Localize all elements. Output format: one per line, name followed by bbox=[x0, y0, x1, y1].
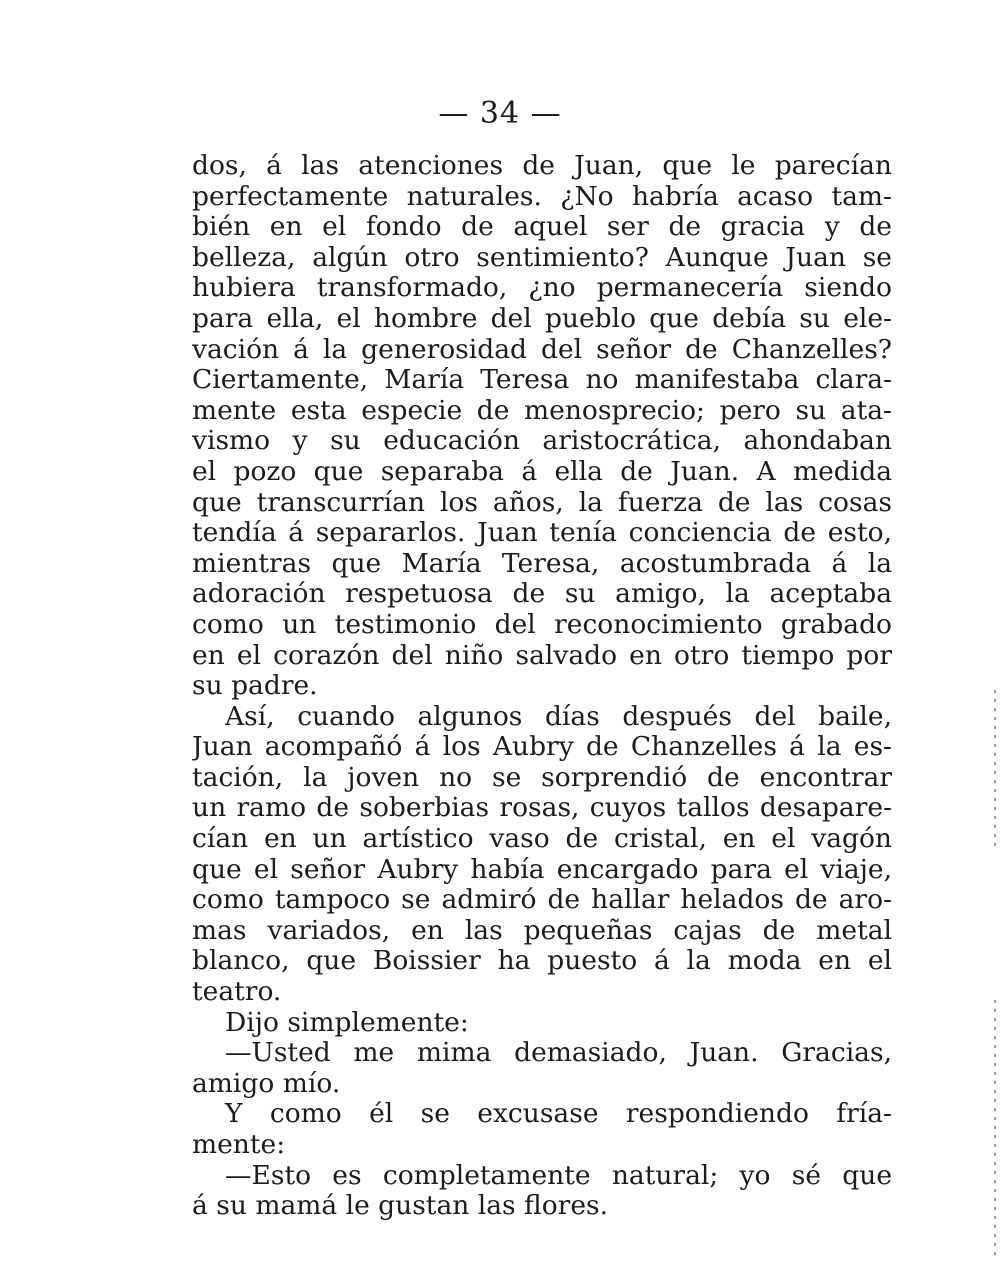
text-line: mientras que María Teresa, acostumbrada á la bbox=[192, 548, 892, 579]
text-line: Así, cuando algunos días después del baile, bbox=[225, 701, 892, 732]
text-line: un ramo de soberbias rosas, cuyos tallos desapare- bbox=[192, 793, 892, 824]
text-line: blanco, que Boissier ha puesto á la moda en el bbox=[192, 946, 892, 977]
text-line: amigo mío. bbox=[192, 1068, 341, 1099]
text-line: bién en el fondo de aquel ser de gracia y de bbox=[192, 212, 892, 243]
text-line: tación, la joven no se sorprendió de encontrar bbox=[192, 762, 892, 793]
text-line: en el corazón del niño salvado en otro tiempo por bbox=[192, 640, 892, 671]
text-line: como tampoco se admiró de hallar helados de aro- bbox=[192, 885, 892, 916]
text-line: que transcurrían los años, la fuerza de las cosas bbox=[192, 487, 892, 518]
text-line: Dijo simplemente: bbox=[225, 1007, 469, 1038]
text-line: que el señor Aubry había encargado para el viaje, bbox=[192, 854, 892, 885]
text-line: —Usted me mima demasiado, Juan. Gracias, bbox=[225, 1038, 892, 1069]
text-line: adoración respetuosa de su amigo, la aceptaba bbox=[192, 579, 892, 610]
margin-scan-marks bbox=[994, 1000, 996, 1260]
margin-scan-marks bbox=[994, 690, 996, 850]
text-line: cían en un artístico vaso de cristal, en el vagón bbox=[192, 824, 892, 855]
text-line: Y como él se excusase respondiendo fría- bbox=[225, 1099, 892, 1130]
page-number: — 34 — bbox=[438, 96, 562, 131]
text-line: teatro. bbox=[192, 977, 282, 1008]
text-line: —Esto es completamente natural; yo sé que bbox=[225, 1160, 892, 1191]
text-line: mas variados, en las pequeñas cajas de metal bbox=[192, 915, 892, 946]
text-line: Ciertamente, María Teresa no manifestaba clara- bbox=[192, 365, 892, 396]
text-line: tendía á separarlos. Juan tenía conciencia de esto, bbox=[192, 518, 892, 549]
text-line: á su mamá le gustan las flores. bbox=[192, 1191, 609, 1222]
text-line: su padre. bbox=[192, 671, 318, 702]
text-line: belleza, algún otro sentimiento? Aunque Juan se bbox=[192, 242, 892, 273]
text-line: mente: bbox=[192, 1130, 286, 1160]
text-line: dos, á las atenciones de Juan, que le parecían bbox=[192, 151, 892, 181]
text-line: como un testimonio del reconocimiento grabado bbox=[192, 609, 892, 640]
text-line: hubiera transformado, ¿no permanecería siendo bbox=[192, 273, 892, 304]
text-line: perfectamente naturales. ¿No habría acaso tam- bbox=[192, 181, 892, 212]
text-line: el pozo que separaba á ella de Juan. A medida bbox=[192, 456, 892, 487]
text-line: para ella, el hombre del pueblo que debía su ele- bbox=[192, 303, 892, 334]
text-line: Juan acompañó á los Aubry de Chanzelles á la es- bbox=[192, 732, 892, 763]
text-line: vación á la generosidad del señor de Chanzelles? bbox=[192, 334, 892, 365]
body-text bbox=[192, 151, 892, 1222]
text-line: mente esta especie de menosprecio; pero su ata- bbox=[192, 395, 892, 426]
text-line: vismo y su educación aristocrática, ahondaban bbox=[192, 426, 892, 457]
